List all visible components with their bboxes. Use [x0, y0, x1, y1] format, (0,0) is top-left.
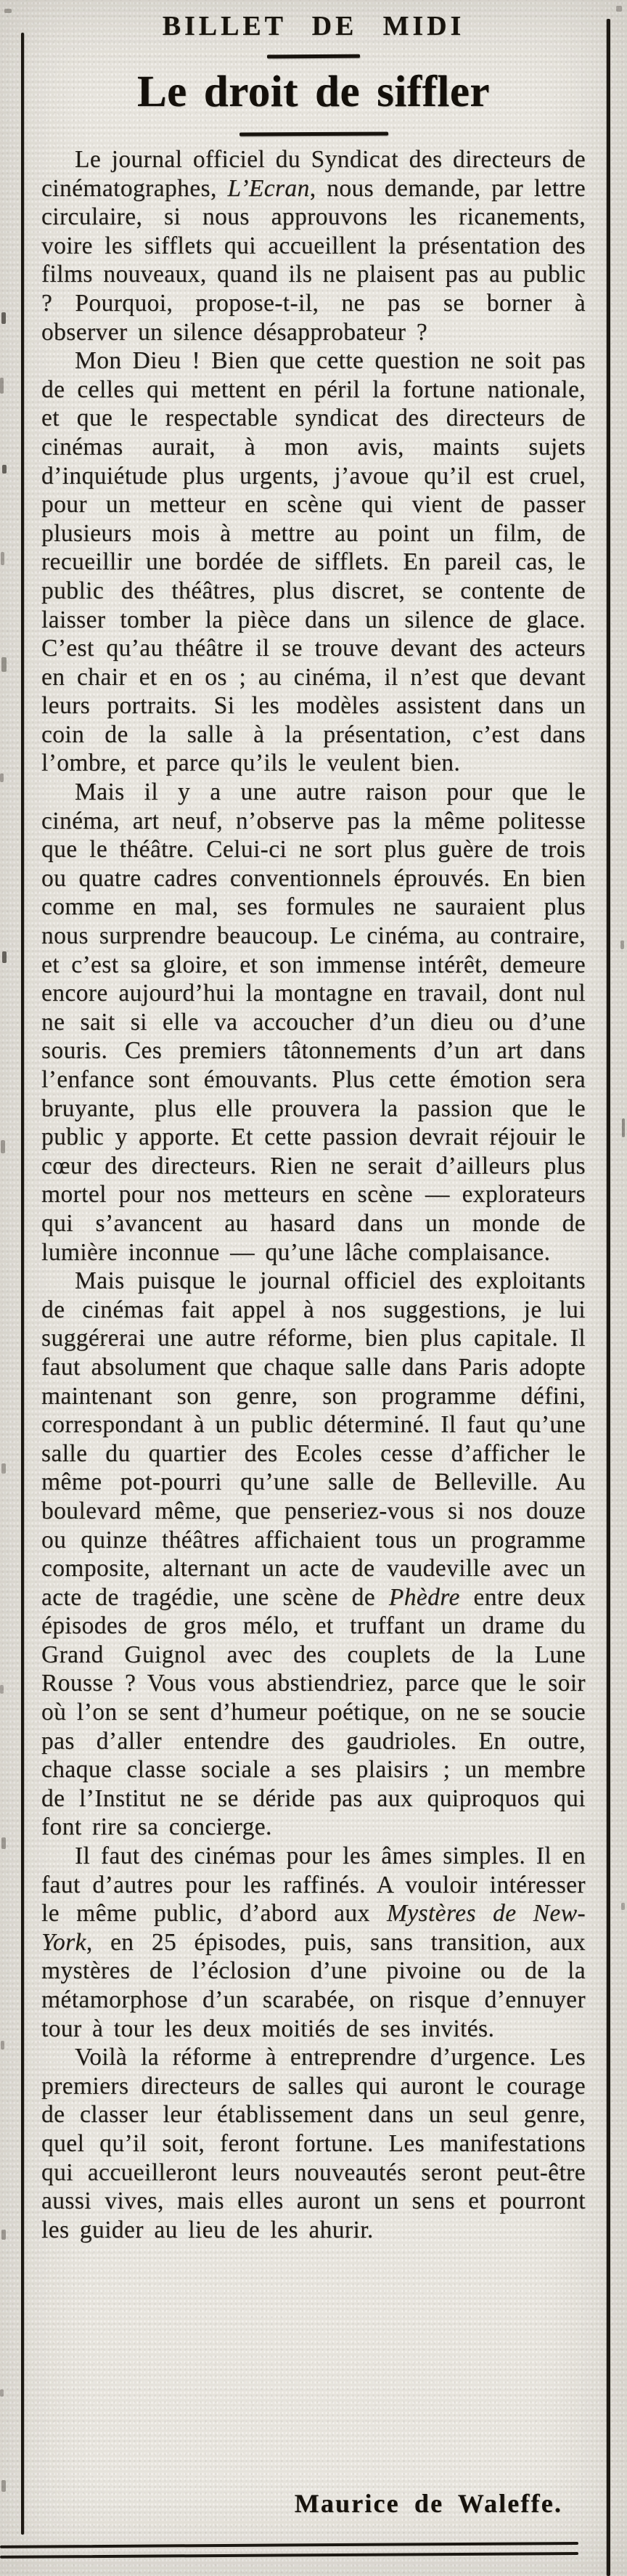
- paragraph-4: [41, 1267, 586, 1842]
- kicker-rule: [267, 54, 360, 59]
- scan-artifact: [1, 1140, 5, 1153]
- author-signature: Maurice de Waleffe.: [294, 2489, 562, 2518]
- scan-artifact: [1, 2230, 6, 2240]
- scan-artifact: [1, 2480, 6, 2492]
- paragraph-text: Il faut des cinémas pour les âmes simples. Il en faut d’autres pour les raffinés. A vouloir intéresser le même public, d’abord aux: [41, 1842, 586, 1927]
- paragraph-text: Mais puisque le journal officiel des exploitants de cinémas fait appel à nos suggestions, je lui suggérerai une autre réforme, bien plus capitale. Il faut absolument que chaque salle dans Paris adopte maintenant son genre, son programme défini, correspondant à un public déterminé. Il faut qu’une salle du quartier des Ecoles cesse d’afficher le même pot-pourri qu’une salle de Belleville. Au boulevard même, que penseriez-vous si nos douze ou quinze théâtres affichaient tous un programme composite, alternant un acte de vaudeville avec un acte de tragédie, une scène de: [41, 1267, 586, 1611]
- paragraph-text: Mais il y a une autre raison pour que le cinéma, art neuf, n’observe pas la même politesse que le théâtre. Celui-ci ne sort plus guère de trois ou quatre cadres conventionnels éprouvés. En bien comme en mal, ses formules ne sauraient plus nous surprendre beaucoup. Le cinéma, au contraire, et c’est sa gloire, et son immense intérêt, demeure encore aujourd’hui la montagne en travail, dont nul ne sait si elle va accoucher d’un dieu ou d’une souris. Ces premiers tâtonnements d’un art dans l’enfance sont émouvants. Plus cette émotion sera bruyante, plus elle prouvera la passion que le public y apporte. Et cette passion devrait réjouir le cœur des directeurs. Rien ne serait d’ailleurs plus mortel pour nos metteurs en scène — explorateurs qui s’avancent au hasard dans un monde de lumière inconnue — qu’une lâche complaisance.: [41, 779, 586, 1266]
- scan-artifact: [0, 1685, 4, 1694]
- footer-double-rule-bottom: [0, 2552, 578, 2559]
- article-headline: Le droit de siffler: [136, 68, 491, 116]
- column-rule-left: [21, 33, 24, 2535]
- paragraph-text: Voilà la réforme à entreprendre d’urgence. Les premiers directeurs de salles qui auront le courage de classer leur établissement dans un seul genre, quel qu’il soit, feront fortune. Les manifestations qui accueilleront leurs nouveautés seront peut-être aussi vives, mais elles auront un sens et pourront les guider au lieu de les ahurir.: [41, 2044, 586, 2243]
- journal-title-italic: L’Ecran: [227, 174, 310, 202]
- masthead: [40, 10, 587, 136]
- paragraph-6: [41, 2043, 586, 2244]
- paragraph-text: entre deux épisodes de gros mélo, et truffant un drame du Grand Guignol avec des couplets de la Lune Rousse ? Vous vous abstiendriez, parce que le soir où l’on se sent d’humeur poétique, on ne se soucie pas d’aller entendre des gaudrioles. En outre, chaque classe sociale a ses plaisirs ; un membre de l’Institut ne se déride pas aux quiproquos qui font rire sa concierge.: [41, 1583, 586, 1841]
- scan-artifact: [1, 657, 7, 672]
- play-title-italic: Phèdre: [388, 1583, 460, 1611]
- paragraph-text: Mon Dieu ! Bien que cette question ne soit pas de celles qui mettent en péril la fortune nationale, et que le respectable syndicat des directeurs de cinémas aurait, à mon avis, maints sujets d’inquiétude plus urgents, j’avoue qu’il est cruel, pour un metteur en scène qui vient de passer plusieurs mois à mettre au point un film, de recueillir une bordée de sifflets. En pareil cas, le public des théâtres, plus discret, se contente de laisser tomber la pièce dans un silence de glace. C’est qu’au théâtre il se trouve devant des acteurs en chair et en os ; au cinéma, il n’est que devant leurs portraits. Si les modèles assistent dans un coin de la salle à la présentation, c’est dans l’ombre, et parce qu’ils le veulent bien.: [41, 347, 586, 777]
- scan-artifact: [622, 1118, 625, 1137]
- scan-artifact: [0, 2389, 4, 2397]
- paragraph-text: , nous demande, par lettre circulaire, si nous approuvons les ricanements, voire les sifflets qui accueillent la présentation des films nouveaux, quand ils ne plaisent pas au public ? Pourquoi, propose-t-il, ne pas se borner à observer un silence désapprobateur ?: [41, 174, 586, 346]
- scan-artifact: [4, 9, 12, 13]
- paragraph-1: [41, 145, 586, 346]
- scan-artifact: [1, 552, 4, 565]
- scan-artifact: [621, 1903, 625, 1910]
- scan-artifact: [1, 312, 6, 324]
- paragraph-text: Le journal officiel du Syndicat des directeurs de cinématographes,: [41, 146, 586, 202]
- scan-artifact: [620, 940, 624, 949]
- section-kicker: BILLET DE MIDI: [162, 11, 465, 41]
- paragraph-2: [41, 346, 586, 778]
- scan-artifact: [616, 6, 622, 12]
- scan-artifact: [2, 951, 7, 963]
- scan-artifact: [0, 378, 4, 394]
- scan-artifact: [2, 465, 7, 474]
- headline-rule: [239, 131, 388, 136]
- film-title-italic: Mystères de New-York: [41, 1900, 586, 1956]
- scan-artifact: [0, 773, 4, 782]
- paragraph-text: , en 25 épisodes, puis, sans transition, aux mystères de l’éclosion d’une pivoine ou de la métamorphose d’un scarabée, on risque d’ennuyer tour à tour les deux moitiés de ses invités.: [41, 1928, 586, 2042]
- footer-double-rule-top: [0, 2542, 578, 2548]
- paragraph-3: [41, 778, 586, 1267]
- scan-artifact: [1, 2041, 4, 2049]
- scan-artifact: [1, 1463, 6, 1474]
- scan-artifact: [1, 1837, 6, 1849]
- paragraph-5: [41, 1842, 586, 2043]
- column-rule-right: [607, 19, 610, 2576]
- article-body: [41, 145, 586, 2244]
